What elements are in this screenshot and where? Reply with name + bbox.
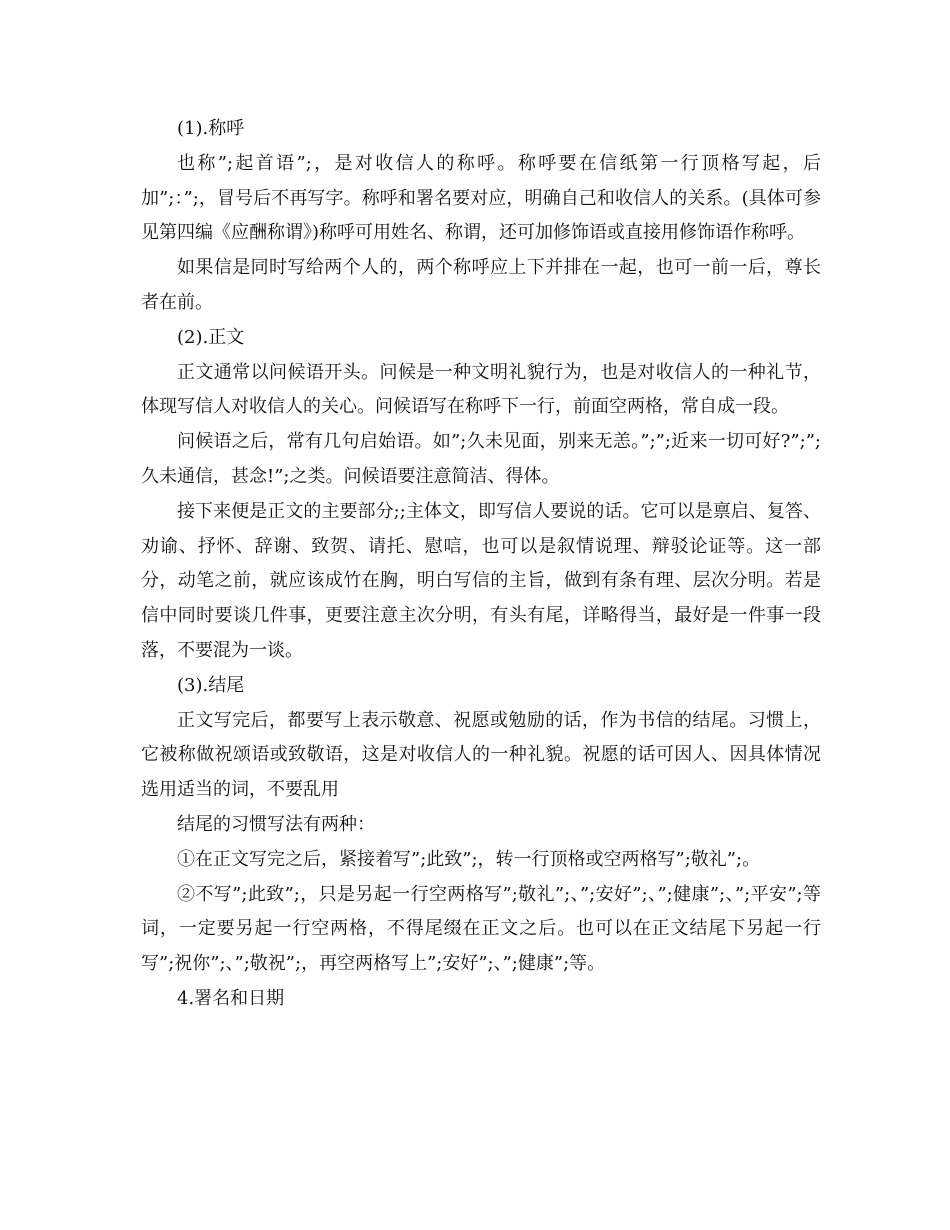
- section-heading-closing: (3).结尾: [177, 674, 245, 696]
- paragraph: 如果信是同时写给两个人的，两个称呼应上下并排在一起，也可一前一后，尊长者在前。: [141, 257, 821, 313]
- section-heading-body: (2).正文: [177, 326, 245, 348]
- list-item: ②不写”;此致”;，只是另起一行空两格写”;敬礼”;、”;安好”;、”;健康”;、”;平安”;等词，一定要另起一行空两格，不得尾缀在正文之后。也可以在正文结尾下另起一行写”;祝你”;、”;敬祝”;，再空两格写上”;安好”;、”;健康”;等。: [141, 883, 821, 975]
- section-heading-salutation: (1).称呼: [177, 118, 245, 139]
- paragraph: 结尾的习惯写法有两种：: [177, 813, 375, 835]
- paragraph: 问候语之后，常有几句启始语。如”;久未见面，别来无恙。”;”;近来一切可好?”;”;久未通信，甚念!”;之类。问候语要注意简洁、得体。: [141, 431, 821, 487]
- paragraph: 接下来便是正文的主要部分;;主体文，即写信人要说的话。它可以是禀启、复答、劝谕、抒怀、辞谢、致贺、请托、慰唁，也可以是叙情说理、辩驳论证等。这一部分，动笔之前，就应该成竹在胸，明白写信的主旨，做到有条有理、层次分明。若是信中同时要谈几件事，更要注意主次分明，有头有尾，详略得当，最好是一件事一段落，不要混为一谈。: [141, 500, 821, 661]
- list-item: ①在正文写完之后，紧接着写”;此致”;，转一行顶格或空两格写”;敬礼”;。: [177, 848, 761, 870]
- section-heading-signature-date: 4.署名和日期: [177, 987, 285, 1009]
- paragraph: 正文写完后，都要写上表示敬意、祝愿或勉励的话，作为书信的结尾。习惯上，它被称做祝颂语或致敬语，这是对收信人的一种礼貌。祝愿的话可因人、因具体情况选用适当的词，不要乱用: [141, 709, 821, 801]
- document-body: [141, 112, 821, 1017]
- paragraph: 也称”;起首语”;，是对收信人的称呼。称呼要在信纸第一行顶格写起，后加”;：”;，冒号后不再写字。称呼和署名要对应，明确自己和收信人的关系。(具体可参见第四编《应酬称谓》)称呼可用姓名、称谓，还可加修饰语或直接用修饰语作称呼。: [141, 152, 821, 244]
- paragraph: 正文通常以问候语开头。问候是一种文明礼貌行为，也是对收信人的一种礼节，体现写信人对收信人的关心。问候语写在称呼下一行，前面空两格，常自成一段。: [141, 361, 821, 418]
